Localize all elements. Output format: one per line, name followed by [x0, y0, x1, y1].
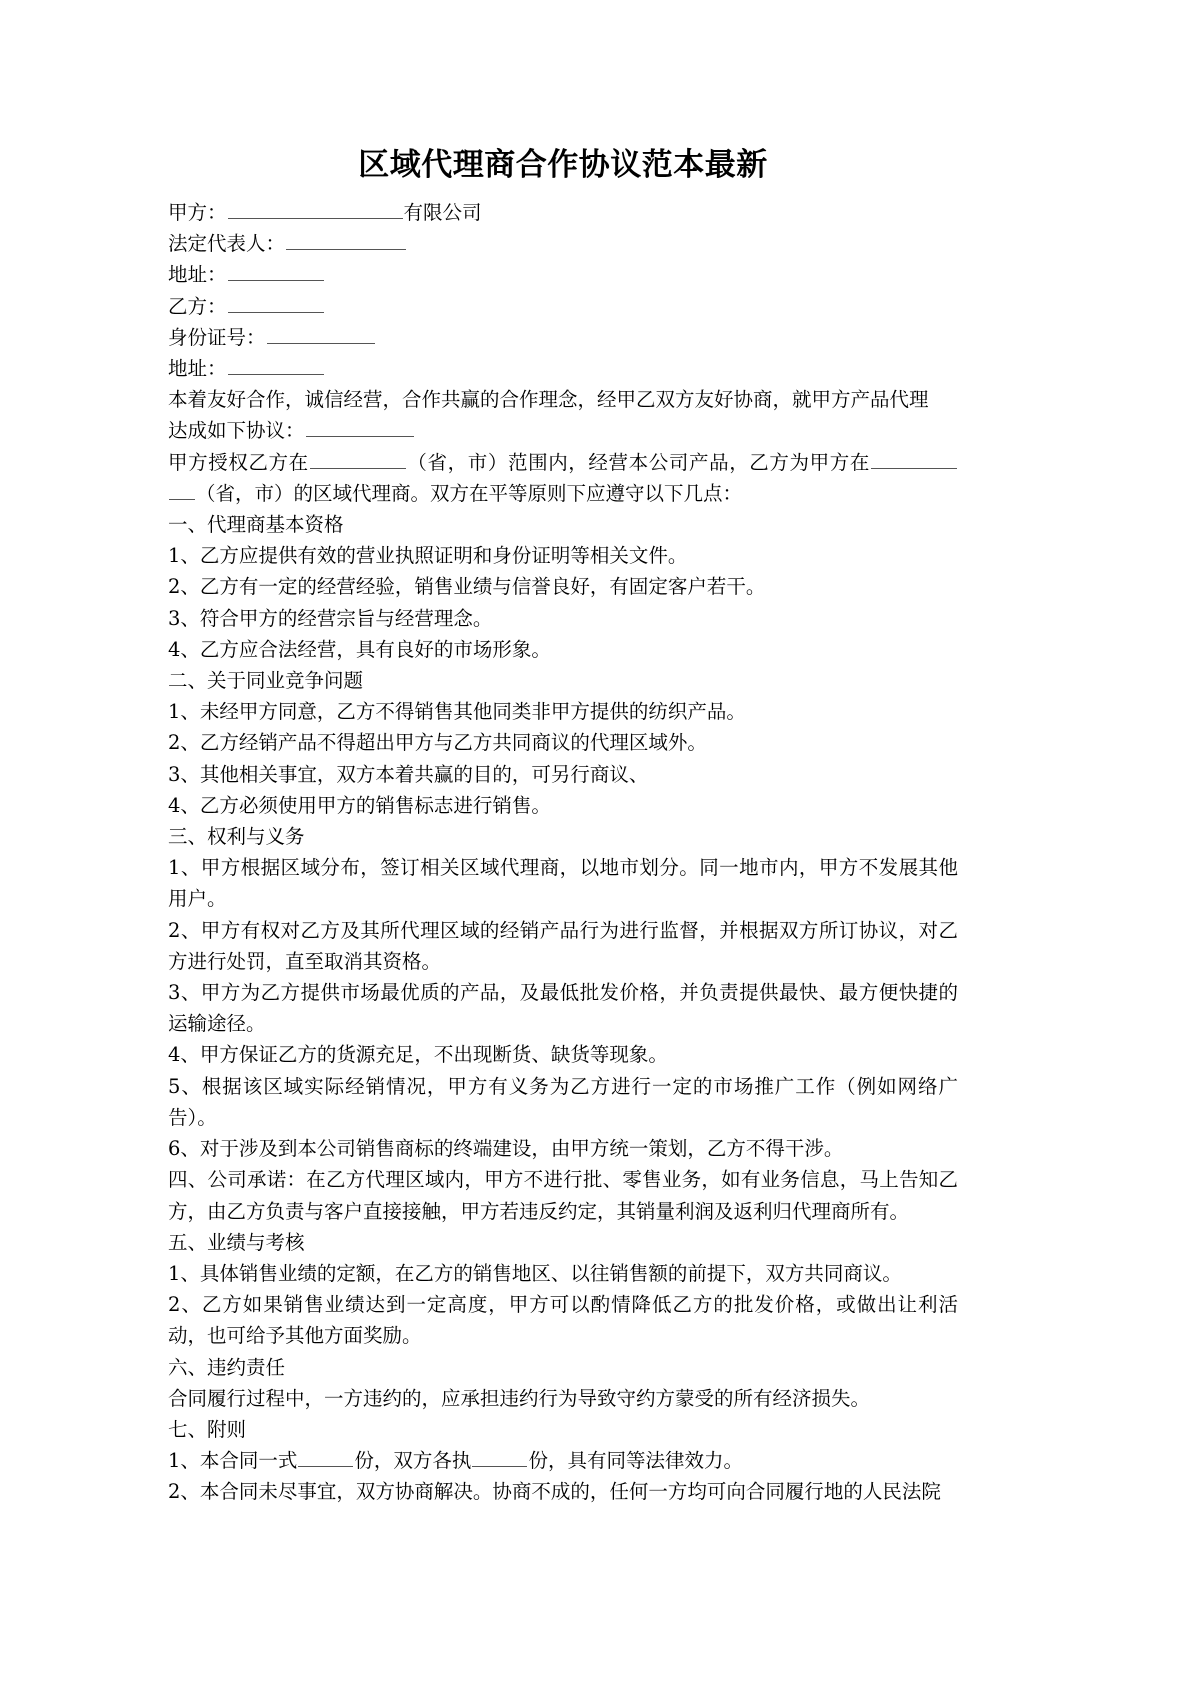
- appendix-item-1-part-3: 份，具有同等法律效力。: [528, 1449, 743, 1473]
- party-a-blank[interactable]: [228, 201, 403, 219]
- section-3-item-1: 1、甲方根据区域分布，签订相关区域代理商，以地市划分。同一地市内，甲方不发展其他用户。: [168, 856, 958, 911]
- authorization-paragraph: [168, 447, 958, 509]
- address-blank-2[interactable]: [228, 357, 324, 375]
- region-blank-1[interactable]: [310, 451, 406, 469]
- section-3-item-5: 5、根据该区域实际经销情况，甲方有义务为乙方进行一定的市场推广工作（例如网络广告）。: [168, 1074, 958, 1129]
- section-3-item-2: 2、甲方有权对乙方及其所代理区域的经销产品行为进行监督，并根据双方所订协议，对乙方进行处罚，直至取消其资格。: [168, 918, 958, 973]
- agreement-prefix: 达成如下协议：: [168, 419, 305, 443]
- address-label-2: 地址：: [168, 357, 227, 381]
- section-2-item-4: 4、乙方必须使用甲方的销售标志进行销售。: [168, 793, 551, 817]
- appendix-item-1: [168, 1445, 958, 1476]
- section-1-item-3: 3、符合甲方的经营宗旨与经营理念。: [168, 606, 493, 630]
- section-heading-4: 四、公司承诺：在乙方代理区域内，甲方不进行批、零售业务，如有业务信息，马上告知乙方，由乙方负责与客户直接接触，甲方若违反约定，其销量利润及返利归代理商所有。: [168, 1168, 958, 1223]
- section-3-item-4: 4、甲方保证乙方的货源充足，不出现断货、缺货等现象。: [168, 1043, 668, 1067]
- authorization-part-2: （省，市）范围内，经营本公司产品，乙方为甲方在: [406, 450, 870, 474]
- section-5-item-1: 1、具体销售业绩的定额，在乙方的销售地区、以往销售额的前提下，双方共同商议。: [168, 1261, 902, 1285]
- copies-total-blank[interactable]: [298, 1449, 353, 1467]
- preamble-line-2: [168, 415, 958, 446]
- party-b-label: 乙方：: [168, 294, 227, 318]
- section-2-item-1: 1、未经甲方同意，乙方不得销售其他同类非甲方提供的纺织产品。: [168, 700, 746, 724]
- region-blank-2[interactable]: [871, 451, 957, 469]
- section-1-item-4: 4、乙方应合法经营，具有良好的市场形象。: [168, 637, 551, 661]
- party-a-field: [168, 197, 958, 228]
- section-heading-3: 三、权利与义务: [168, 825, 305, 849]
- address-blank-1[interactable]: [228, 263, 324, 281]
- authorization-part-3: （省，市）的区域代理商。双方在平等原则下应遵守以下几点：: [196, 481, 743, 505]
- section-heading-5: 五、业绩与考核: [168, 1230, 305, 1254]
- address-field-2: [168, 353, 958, 384]
- appendix-item-2: 2、本合同未尽事宜，双方协商解决。协商不成的，任何一方均可向合同履行地的人民法院: [168, 1480, 941, 1504]
- copies-each-blank[interactable]: [472, 1449, 527, 1467]
- appendix-item-1-part-1: 1、本合同一式: [168, 1449, 298, 1473]
- section-3-item-3: 3、甲方为乙方提供市场最优质的产品，及最低批发价格，并负责提供最快、最方便快捷的运输途径。: [168, 981, 958, 1036]
- appendix-item-1-part-2: 份，双方各执: [354, 1449, 472, 1473]
- section-6-item-1: 合同履行过程中，一方违约的，应承担违约行为导致守约方蒙受的所有经济损失。: [168, 1386, 871, 1410]
- legal-rep-blank[interactable]: [286, 232, 406, 250]
- section-3-item-6: 6、对于涉及到本公司销售商标的终端建设，由甲方统一策划，乙方不得干涉。: [168, 1137, 844, 1161]
- preamble-line-1: 本着友好合作，诚信经营，合作共赢的合作理念，经甲乙双方友好协商，就甲方产品代理: [168, 388, 929, 412]
- party-b-blank[interactable]: [228, 295, 324, 313]
- section-5-item-2: 2、乙方如果销售业绩达到一定高度，甲方可以酌情降低乙方的批发价格，或做出让利活动，也可给予其他方面奖励。: [168, 1293, 958, 1348]
- section-heading-1: 一、代理商基本资格: [168, 513, 344, 537]
- party-b-field: [168, 291, 958, 322]
- section-2-item-3: 3、其他相关事宜，双方本着共赢的目的，可另行商议、: [168, 762, 649, 786]
- id-number-blank[interactable]: [267, 326, 375, 344]
- agreement-blank[interactable]: [306, 419, 414, 437]
- section-heading-6: 六、违约责任: [168, 1355, 286, 1379]
- section-1-item-2: 2、乙方有一定的经营经验，销售业绩与信誉良好，有固定客户若干。: [168, 575, 766, 599]
- legal-rep-field: [168, 228, 958, 259]
- party-a-suffix: 有限公司: [403, 201, 482, 224]
- section-1-item-1: 1、乙方应提供有效的营业执照证明和身份证明等相关文件。: [168, 544, 688, 568]
- address-field-1: [168, 259, 958, 290]
- section-2-item-2: 2、乙方经销产品不得超出甲方与乙方共同商议的代理区域外。: [168, 731, 707, 755]
- legal-rep-label: 法定代表人：: [168, 232, 286, 256]
- address-label-1: 地址：: [168, 263, 227, 287]
- party-a-label: 甲方：: [168, 201, 227, 224]
- section-heading-2: 二、关于同业竞争问题: [168, 669, 364, 693]
- section-heading-7: 七、附则: [168, 1417, 247, 1441]
- page-title: 区域代理商合作协议范本最新: [358, 147, 768, 183]
- region-blank-3[interactable]: [169, 482, 195, 500]
- authorization-part-1: 甲方授权乙方在: [168, 450, 309, 474]
- id-number-label: 身份证号：: [168, 325, 266, 349]
- document-body: [168, 143, 958, 1508]
- id-number-field: [168, 322, 958, 353]
